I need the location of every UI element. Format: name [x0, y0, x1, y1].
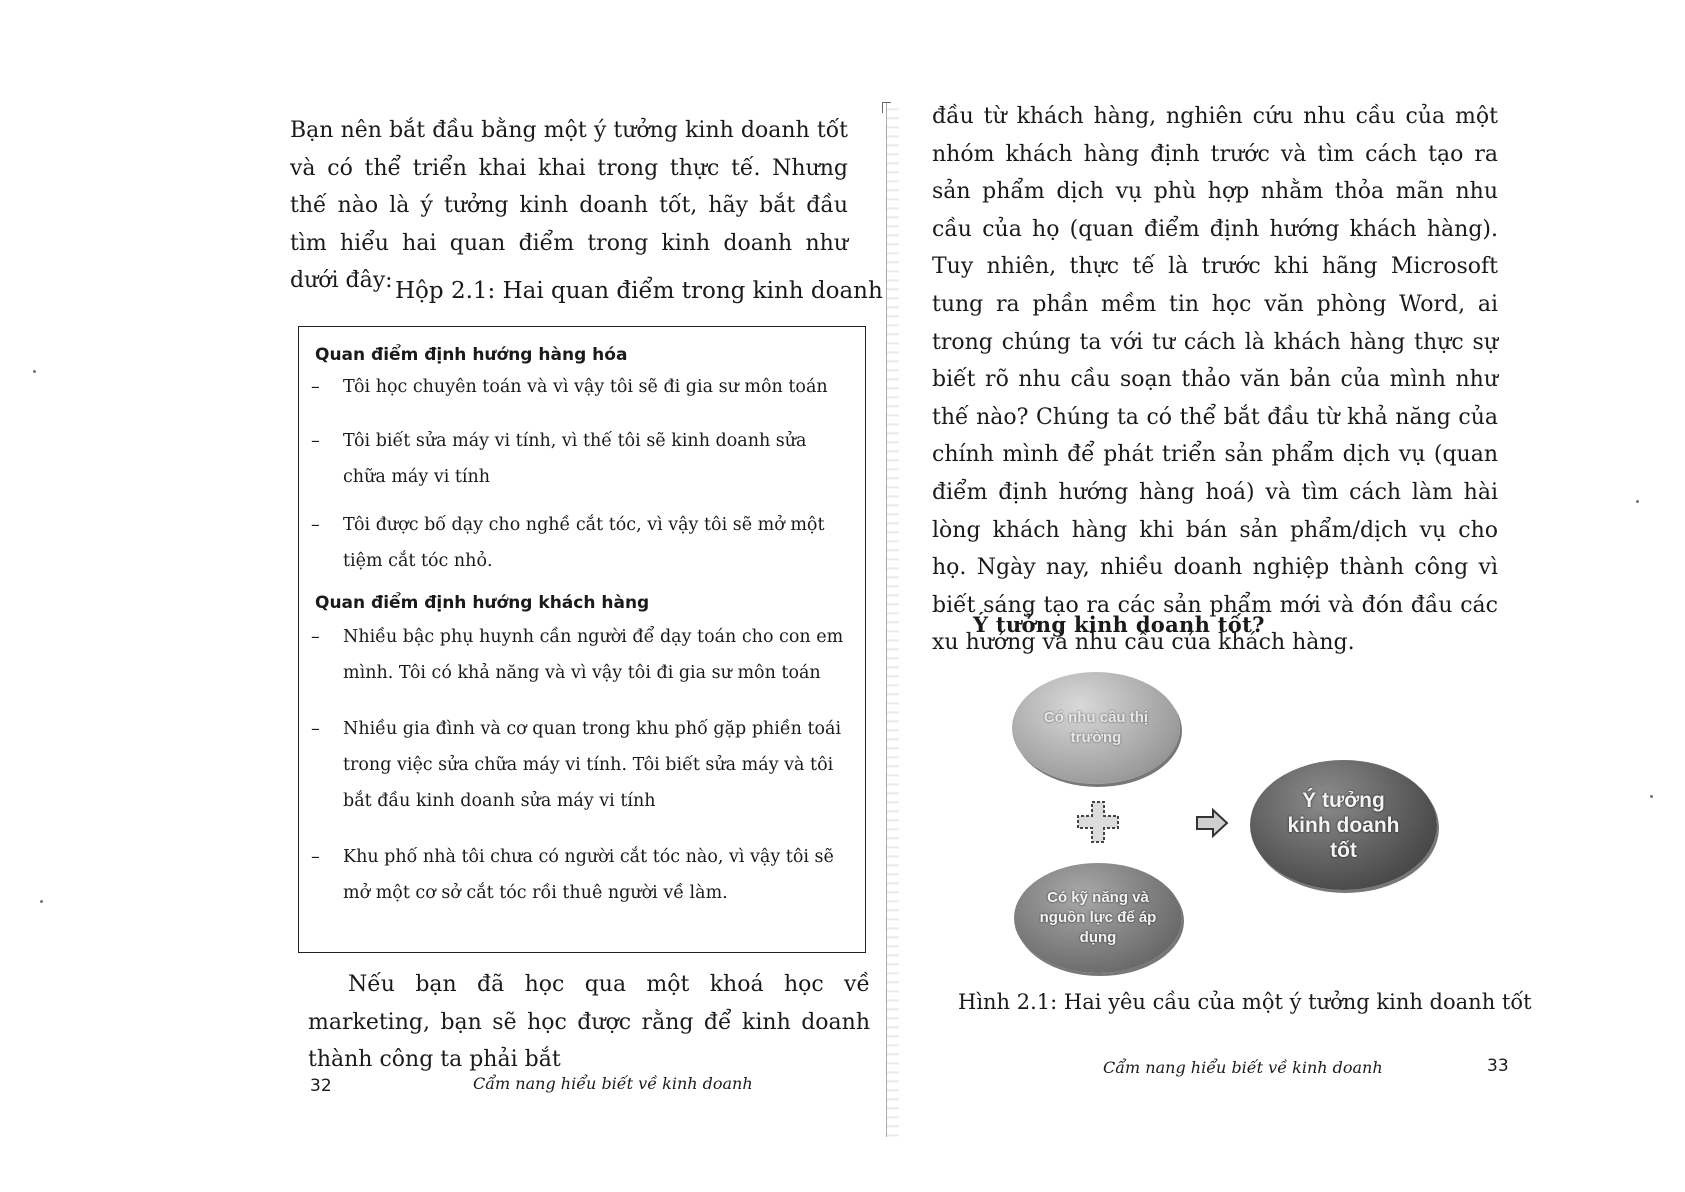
skill-ellipse — [1014, 863, 1182, 973]
section-heading-customer: Quan điểm định hướng khách hàng — [315, 593, 650, 613]
scan-speck — [40, 900, 43, 903]
dash-bullet: – — [311, 719, 320, 739]
need-label: Có nhu cầu thị trường — [1043, 709, 1149, 746]
intro-paragraph: Bạn nên bắt đầu bằng một ý tưởng kinh doanh tốt và có thể triển khai khai trong thực tế. Nhưng thế nào là ý tưởng kinh doanh tốt, hãy bắt đầu tìm hiểu hai quan điểm trong kinh doanh như dưới đây: — [290, 118, 848, 293]
scan-speck — [1650, 795, 1653, 798]
footer-title: Cẩm nang hiểu biết về kinh doanh — [1103, 1058, 1383, 1077]
list-item — [311, 619, 851, 691]
list-item-text: Nhiều gia đình và cơ quan trong khu phố gặp phiền toái trong việc sửa chữa máy vi tính. Tôi biết sửa máy và tôi bắt đầu kinh doanh sửa máy vi tính — [343, 719, 842, 811]
plus-icon — [1074, 798, 1122, 846]
section-heading-product: Quan điểm định hướng hàng hóa — [315, 345, 628, 365]
arrow-right-icon — [1195, 808, 1229, 838]
dash-bullet: – — [311, 627, 320, 647]
page-number: 32 — [310, 1076, 332, 1096]
right-paragraph: đầu từ khách hàng, nghiên cứu nhu cầu của một nhóm khách hàng định trước và tìm cách tạo ra sản phẩm dịch vụ phù hợp nhằm thỏa mãn nhu cầu của họ (quan điểm định hướng khách hàng). Tuy nhiên, thực tế là trước khi hãng Microsoft tung ra phần mềm tin học văn phòng Word, ai trong chúng ta với tư cách là khách hàng thực sự biết rõ nhu cầu soạn thảo văn bản của mình như thế nào? Chúng ta có thể bắt đầu từ khả năng của chính mình để phát triển sản phẩm dịch vụ (quan điểm định hướng hàng hoá) và tìm cách làm hài lòng khách hàng khi bán sản phẩm/dịch vụ cho họ. Ngày nay, nhiều doanh nghiệp thành công vì biết sáng tạo ra các sản phẩm mới và đón đầu các xu hướng và nhu cầu của khách hàng. — [932, 104, 1498, 656]
dash-bullet: – — [311, 515, 320, 535]
box-title: Hộp 2.1: Hai quan điểm trong kinh doanh — [395, 278, 883, 304]
list-item-text: Tôi học chuyên toán và vì vậy tôi sẽ đi gia sư môn toán — [343, 377, 828, 397]
text-box — [298, 326, 866, 953]
closing-paragraph: Nếu bạn đã học qua một khoá học về marketing, bạn sẽ học được rằng để kinh doanh thành công ta phải bắt — [308, 972, 870, 1072]
figure-title: Ý tưởng kinh doanh tốt? — [973, 612, 1265, 637]
figure-caption: Hình 2.1: Hai yêu cầu của một ý tưởng kinh doanh tốt — [958, 990, 1532, 1014]
need-ellipse — [1012, 672, 1180, 784]
list-item — [311, 711, 851, 819]
page-number: 33 — [1487, 1056, 1509, 1076]
idea-ellipse — [1250, 760, 1437, 890]
list-item-text: Tôi biết sửa máy vi tính, vì thế tôi sẽ kinh doanh sửa chữa máy vi tính — [343, 431, 807, 487]
skill-label: Có kỹ năng và nguồn lực để áp dụng — [1039, 889, 1157, 946]
dash-bullet: – — [311, 847, 320, 867]
list-item — [311, 839, 851, 911]
list-item — [311, 507, 851, 579]
list-item-text: Khu phố nhà tôi chưa có người cắt tóc nào, vì vậy tôi sẽ mở một cơ sở cắt tóc rồi thuê người về làm. — [343, 847, 834, 903]
list-item-text: Nhiều bậc phụ huynh cần người để dạy toán cho con em mình. Tôi có khả năng và vì vậy tôi đi gia sư môn toán — [343, 627, 844, 683]
scan-speck — [1636, 500, 1639, 503]
list-item — [311, 369, 851, 405]
idea-label: Ý tưởng kinh doanh tốt — [1287, 788, 1400, 862]
scan-speck — [33, 370, 36, 373]
dash-bullet: – — [311, 431, 320, 451]
dash-bullet: – — [311, 377, 320, 397]
list-item — [311, 423, 851, 495]
list-item-text: Tôi được bố dạy cho nghề cắt tóc, vì vậy tôi sẽ mở một tiệm cắt tóc nhỏ. — [343, 515, 825, 571]
footer-title: Cẩm nang hiểu biết về kinh doanh — [473, 1074, 753, 1093]
